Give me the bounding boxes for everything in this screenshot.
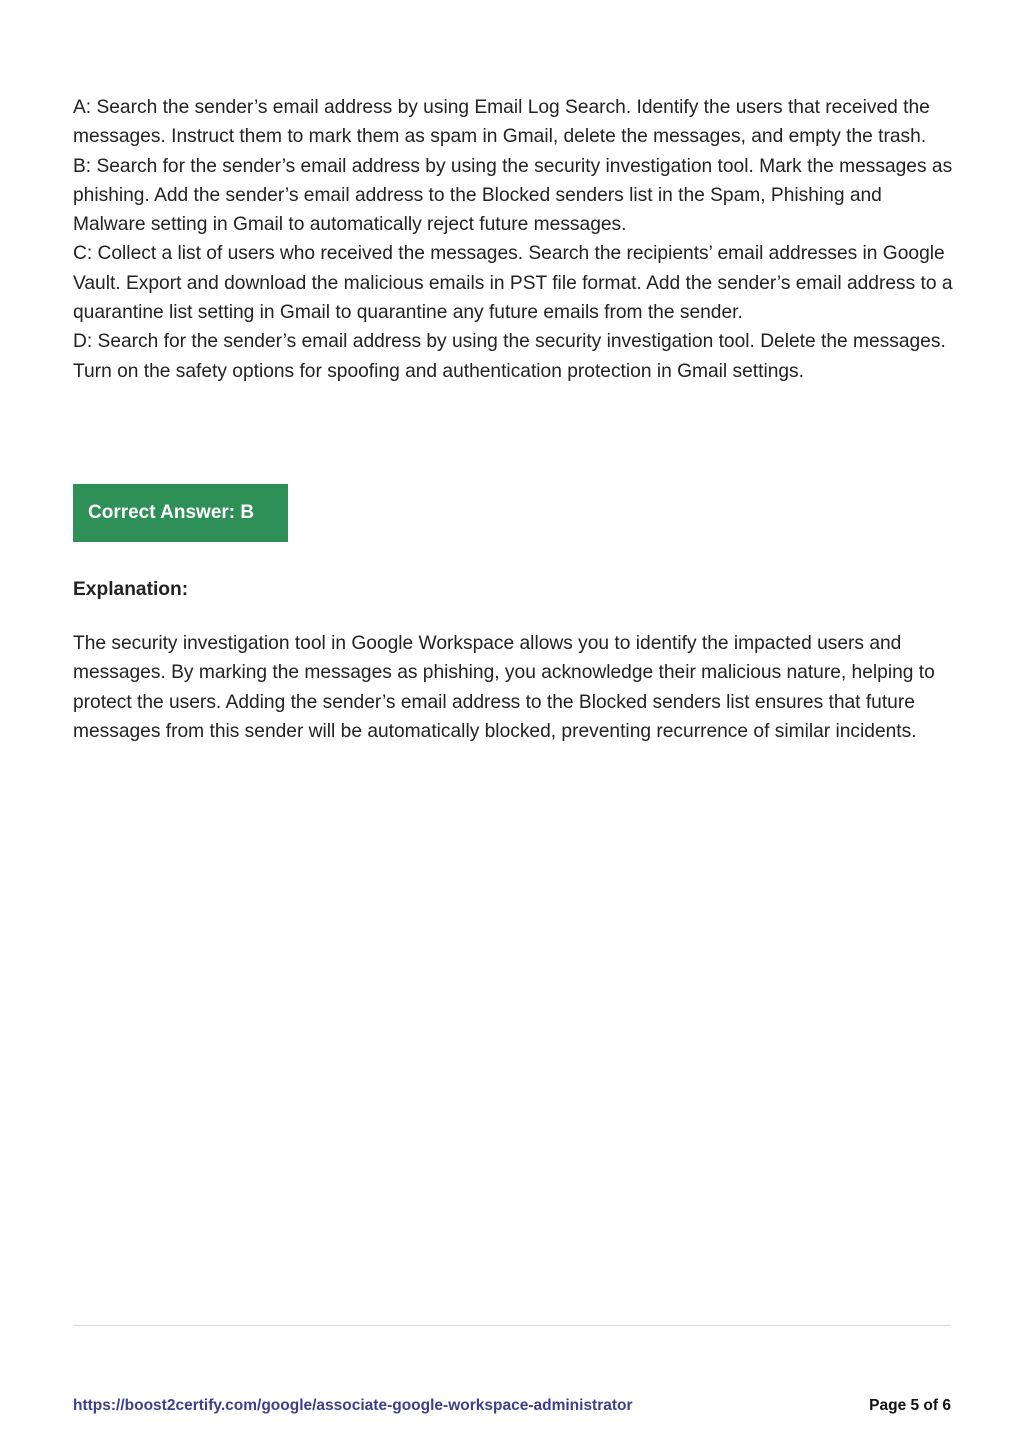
option-b: B: Search for the sender’s email address by using the security investigation tool. Mark the messages as phishing. Add the sender’s email address to the Blocked senders list in the Spam, Phishing and Malware setting in Gmail to automatically reject future messages. [73, 155, 953, 236]
answer-options [73, 93, 953, 386]
explanation-text: The security investigation tool in Google Workspace allows you to identify the impacted users and messages. By marking the messages as phishing, you acknowledge their malicious nature, helping to protect the users. Adding the sender’s email address to the Blocked senders list ensures that future messages from this sender will be automatically blocked, preventing recurrence of similar incidents. [73, 633, 935, 742]
option-d: D: Search for the sender’s email address by using the security investigation tool. Delete the messages. Turn on the safety options for spoofing and authentication protection in Gmail settings. [73, 331, 946, 382]
footer-divider [73, 1325, 951, 1326]
page-number: Page 5 of 6 [869, 1397, 951, 1414]
option-c: C: Collect a list of users who received the messages. Search the recipients’ email addresses in Google Vault. Export and download the malicious emails in PST file format. Add the sender’s email address to a quarantine list setting in Gmail to quarantine any future emails from the sender. [73, 243, 953, 324]
option-a: A: Search the sender’s email address by using Email Log Search. Identify the users that received the messages. Instruct them to mark them as spam in Gmail, delete the messages, and empty the trash. [73, 97, 930, 148]
explanation-heading: Explanation: [73, 579, 189, 600]
footer-url-link[interactable]: https://boost2certify.com/google/associate-google-workspace-administrator [73, 1397, 633, 1414]
correct-answer-badge: Correct Answer: B [73, 484, 288, 542]
